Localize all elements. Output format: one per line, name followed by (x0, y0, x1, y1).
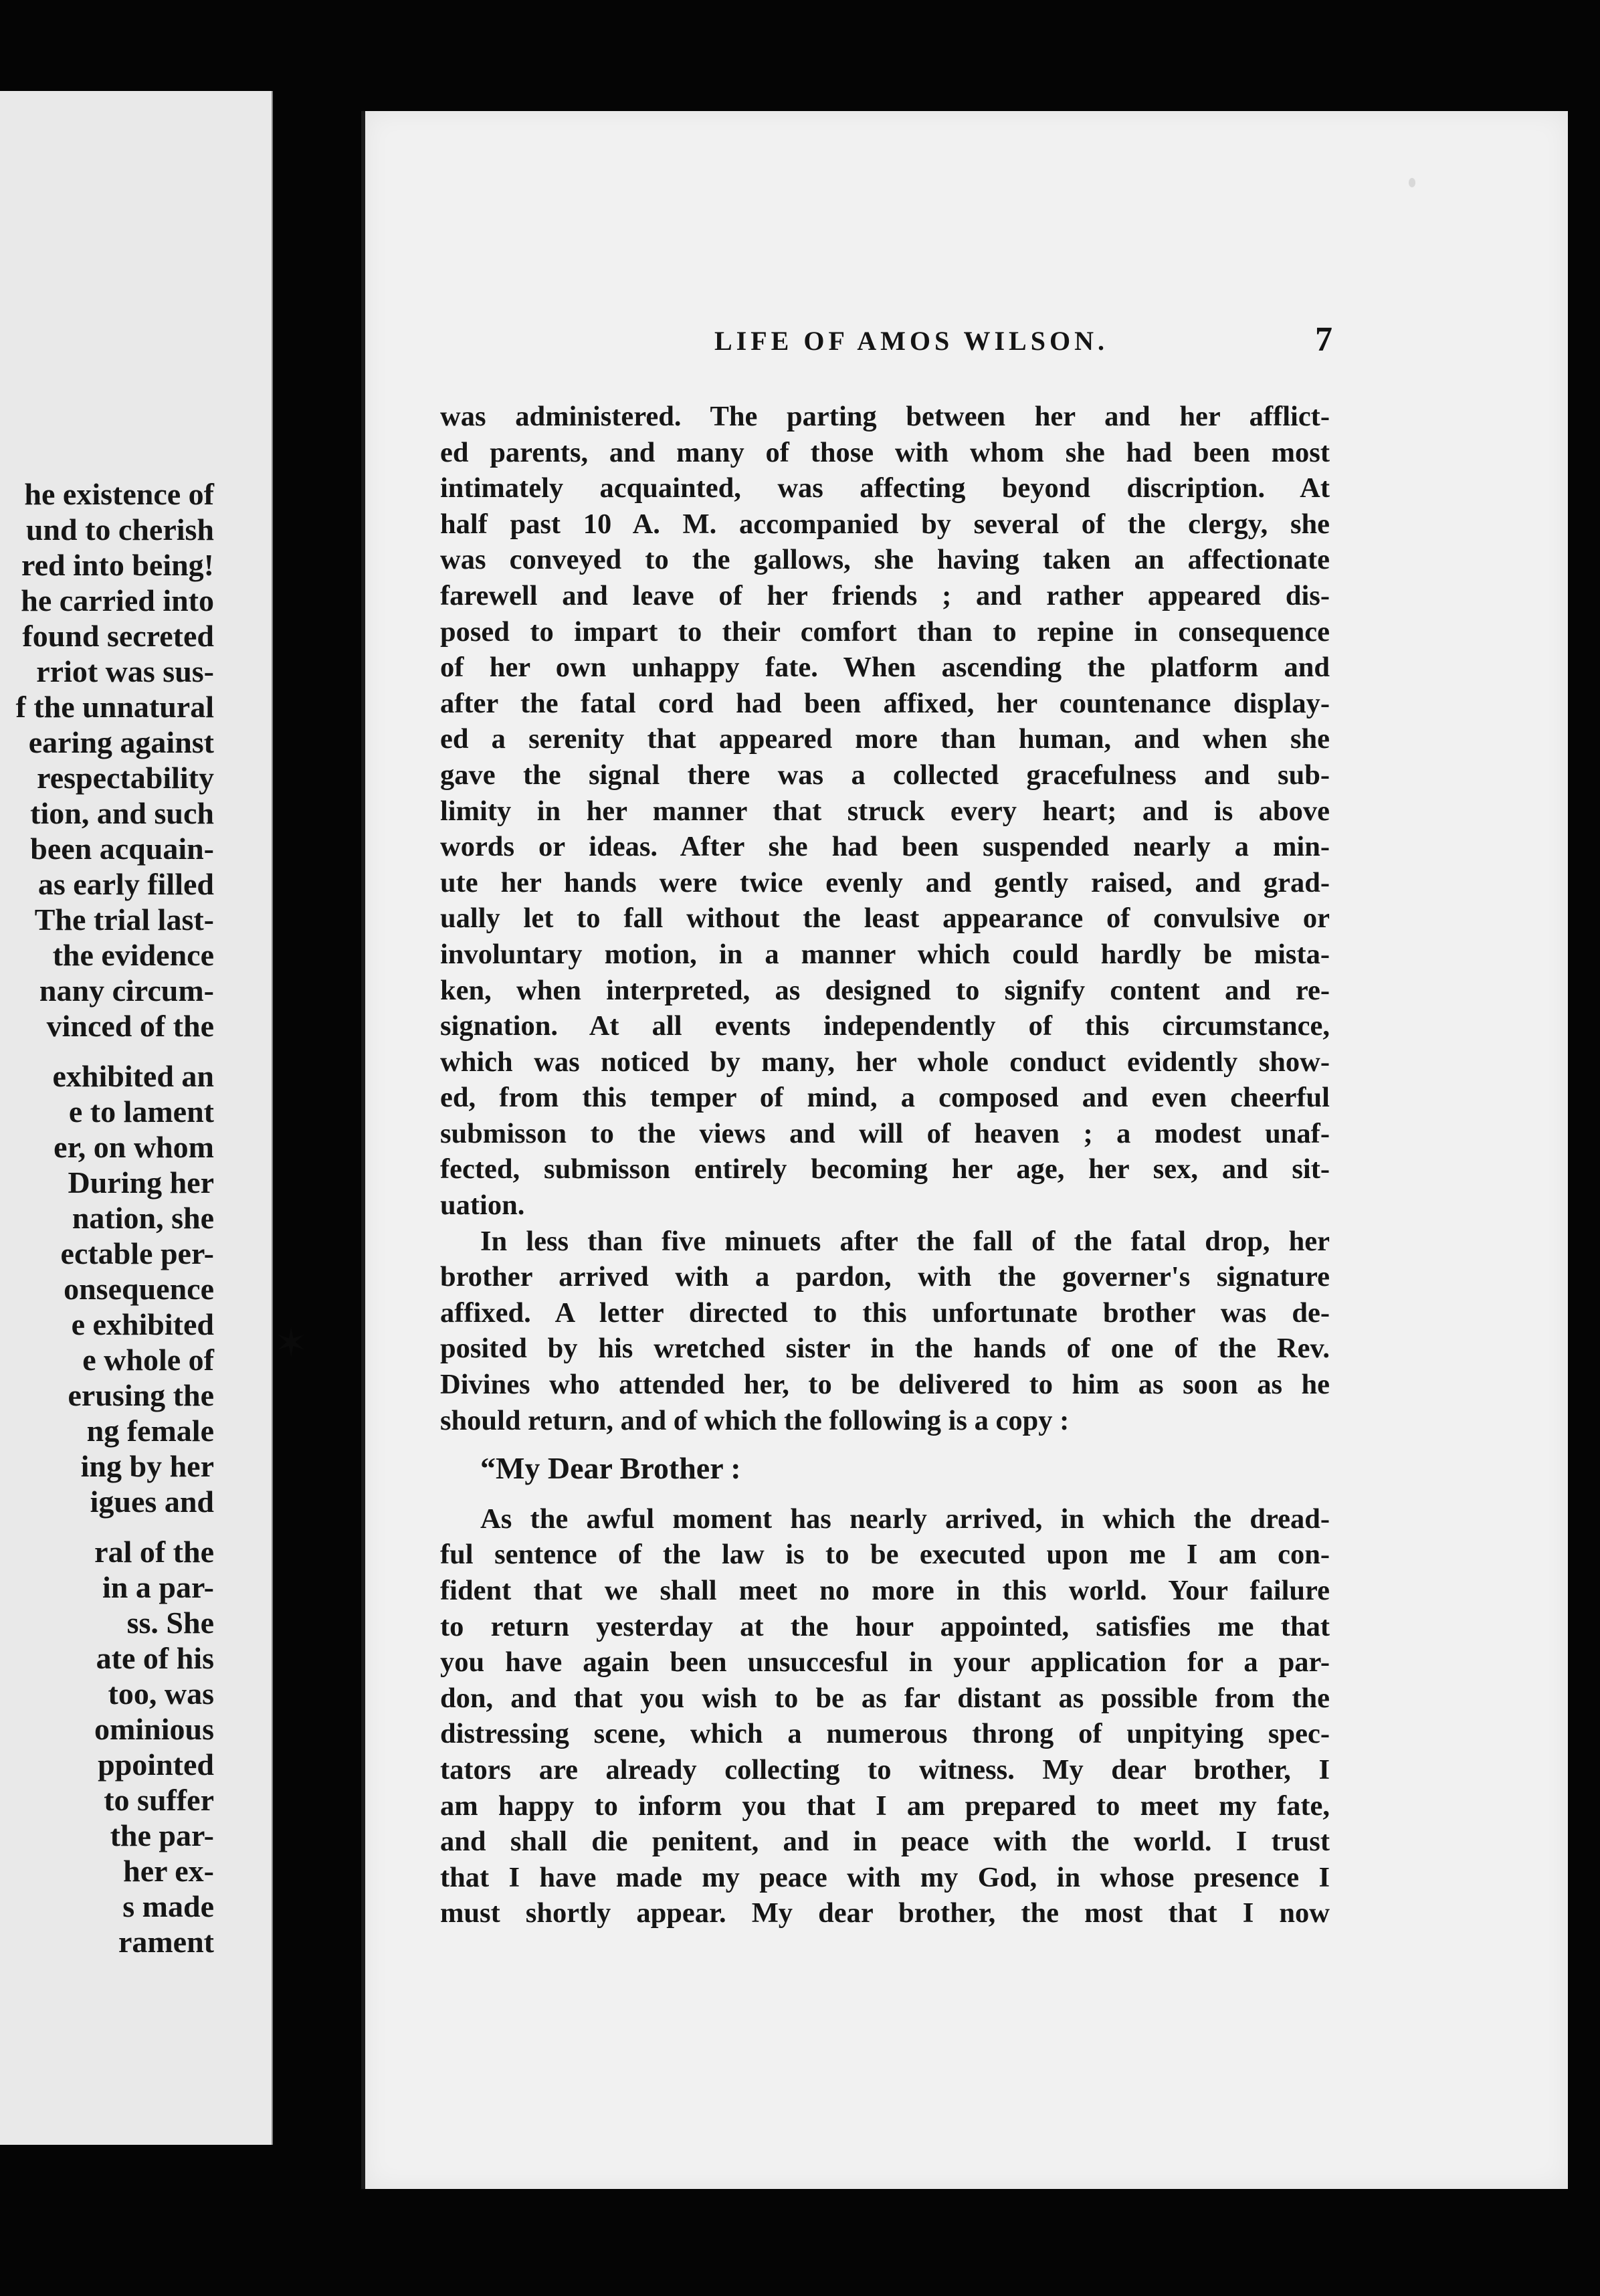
left-page-line: exhibited an (52, 1059, 214, 1093)
paragraph-line: gave the signal there was a collected gracefulness and sub- (440, 759, 1330, 791)
left-page-fragment (0, 91, 273, 2145)
paragraph-line: half past 10 A. M. accompanied by several of the clergy, she (440, 508, 1330, 540)
left-page-line: ectable per- (60, 1236, 214, 1270)
letter-line: must shortly appear. My dear brother, the most that I now (440, 1897, 1330, 1929)
left-page-line: ominious (94, 1712, 214, 1746)
left-page-line: he existence of (24, 477, 214, 511)
paragraph-line: involuntary motion, in a manner which could hardly be mista- (440, 938, 1330, 970)
left-page-line: ppointed (98, 1747, 214, 1782)
left-page-line: found secreted (22, 619, 214, 653)
binding-thread-mark: ✶ (274, 1321, 308, 1365)
paragraph-line: ed, from this temper of mind, a composed and even cheerful (440, 1082, 1330, 1114)
left-page-line: rriot was sus- (36, 654, 214, 688)
paragraph-line: affixed. A letter directed to this unfortunate brother was de- (440, 1297, 1330, 1329)
paragraph-line: ed a serenity that appeared more than human, and when she (440, 723, 1330, 755)
page-number: 7 (1315, 320, 1332, 359)
body-text (440, 399, 1330, 1931)
paragraph-line: words or ideas. After she had been suspended nearly a min- (440, 831, 1330, 863)
running-head (365, 320, 1568, 365)
letter-line: distressing scene, which a numerous throng of unpitying spec- (440, 1718, 1330, 1750)
left-page-line: earing against (28, 725, 214, 759)
paragraph-line: posed to impart to their comfort than to repine in consequence (440, 615, 1330, 648)
left-page-line: erusing the (68, 1378, 214, 1412)
left-page-line: ing by her (80, 1449, 214, 1483)
left-page-line: er, on whom (54, 1130, 214, 1164)
paragraph-line: ute her hands were twice evenly and gently raised, and grad- (440, 866, 1330, 898)
paragraph-line: was administered. The parting between her and her afflict- (440, 401, 1330, 432)
left-page-line: s made (122, 1889, 214, 1923)
left-page-line: ss. She (126, 1606, 214, 1640)
letter-line: As the awful moment has nearly arrived, in which the dread- (480, 1503, 1330, 1535)
left-page-line: nany circum- (39, 973, 214, 1008)
left-page-line: e whole of (82, 1343, 214, 1377)
running-title: LIFE OF AMOS WILSON. (714, 326, 1108, 356)
left-page-line: as early filled (37, 867, 214, 901)
paragraph-line: brother arrived with a pardon, with the governer's signature (440, 1261, 1330, 1293)
left-page-line: f the unnatural (15, 690, 214, 724)
left-page-line: rament (118, 1925, 214, 1959)
left-page-line: respectability (37, 761, 214, 795)
left-page-line: ral of the (94, 1535, 214, 1569)
right-page (361, 111, 1568, 2189)
left-page-line: red into being! (21, 548, 214, 582)
letter-line: don, and that you wish to be as far distant as possible from the (440, 1682, 1330, 1714)
paragraph-line: signation. At all events independently of this circumstance, (440, 1010, 1330, 1042)
left-page-line: igues and (90, 1485, 214, 1519)
left-page-line: onsequence (64, 1272, 214, 1306)
left-page-line: her ex- (123, 1854, 214, 1888)
letter-line: you have again been unsuccesful in your application for a par- (440, 1646, 1330, 1679)
left-page-line: to suffer (104, 1783, 214, 1817)
left-page-line: in a par- (102, 1570, 214, 1604)
letter-salutation: “My Dear Brother : (480, 1451, 741, 1486)
paragraph-line: was conveyed to the gallows, she having taken an affectionate (440, 544, 1330, 576)
paragraph-line: which was noticed by many, her whole conduct evidently show- (440, 1046, 1330, 1078)
left-page-line: e exhibited (71, 1307, 214, 1341)
left-page-line: tion, and such (30, 796, 214, 830)
left-page-line: vinced of the (46, 1009, 214, 1043)
left-page-line: During her (68, 1165, 214, 1200)
paragraph-line: farewell and leave of her friends ; and rather appeared dis- (440, 579, 1330, 611)
paragraph-line: ed parents, and many of those with whom she had been most (440, 436, 1330, 468)
paragraph-line: posited by his wretched sister in the hands of one of the Rev. (440, 1333, 1330, 1365)
letter-line: to return yesterday at the hour appointed, satisfies me that (440, 1610, 1330, 1642)
left-page-line: ng female (86, 1414, 214, 1448)
left-page-line: too, was (108, 1677, 214, 1711)
paragraph-line: intimately acquainted, was affecting beyond discription. At (440, 472, 1330, 504)
left-page-line: e to lament (68, 1094, 214, 1129)
paragraph-line: ually let to fall without the least appearance of convulsive or (440, 902, 1330, 935)
letter-line: tators are already collecting to witness. My dear brother, I (440, 1753, 1330, 1786)
paragraph-line: uation. (440, 1189, 525, 1222)
left-page-line: ate of his (96, 1641, 214, 1675)
left-page-line: the evidence (52, 938, 214, 972)
paragraph-line: of her own unhappy fate. When ascending the platform and (440, 652, 1330, 684)
paragraph-line: should return, and of which the following is a copy : (440, 1404, 1070, 1436)
paragraph-line: fected, submisson entirely becoming her age, her sex, and sit- (440, 1153, 1330, 1185)
paragraph-line: In less than five minuets after the fall of the fatal drop, her (480, 1225, 1330, 1257)
paragraph-line: ken, when interpreted, as designed to signify content and re- (440, 974, 1330, 1006)
paragraph-line: Divines who attended her, to be delivered to him as soon as he (440, 1369, 1330, 1401)
paragraph-line: submisson to the views and will of heaven ; a modest unaf- (440, 1117, 1330, 1149)
paper-speck (1409, 178, 1415, 187)
letter-line: that I have made my peace with my God, in whose presence I (440, 1861, 1330, 1893)
paragraph-line: after the fatal cord had been affixed, her countenance display- (440, 687, 1330, 719)
left-page-line: been acquain- (30, 832, 214, 866)
paragraph-line: limity in her manner that struck every heart; and is above (440, 795, 1330, 827)
letter-line: ful sentence of the law is to be executed upon me I am con- (440, 1539, 1330, 1571)
left-page-line: und to cherish (25, 512, 214, 547)
letter-line: am happy to inform you that I am prepared to meet my fate, (440, 1790, 1330, 1822)
letter-line: and shall die penitent, and in peace with the world. I trust (440, 1826, 1330, 1858)
letter-line: fident that we shall meet no more in this world. Your failure (440, 1575, 1330, 1606)
left-page-line: The trial last- (34, 902, 214, 937)
left-page-line: the par- (110, 1818, 214, 1852)
left-page-line: he carried into (21, 583, 214, 617)
left-page-line: nation, she (72, 1201, 214, 1235)
